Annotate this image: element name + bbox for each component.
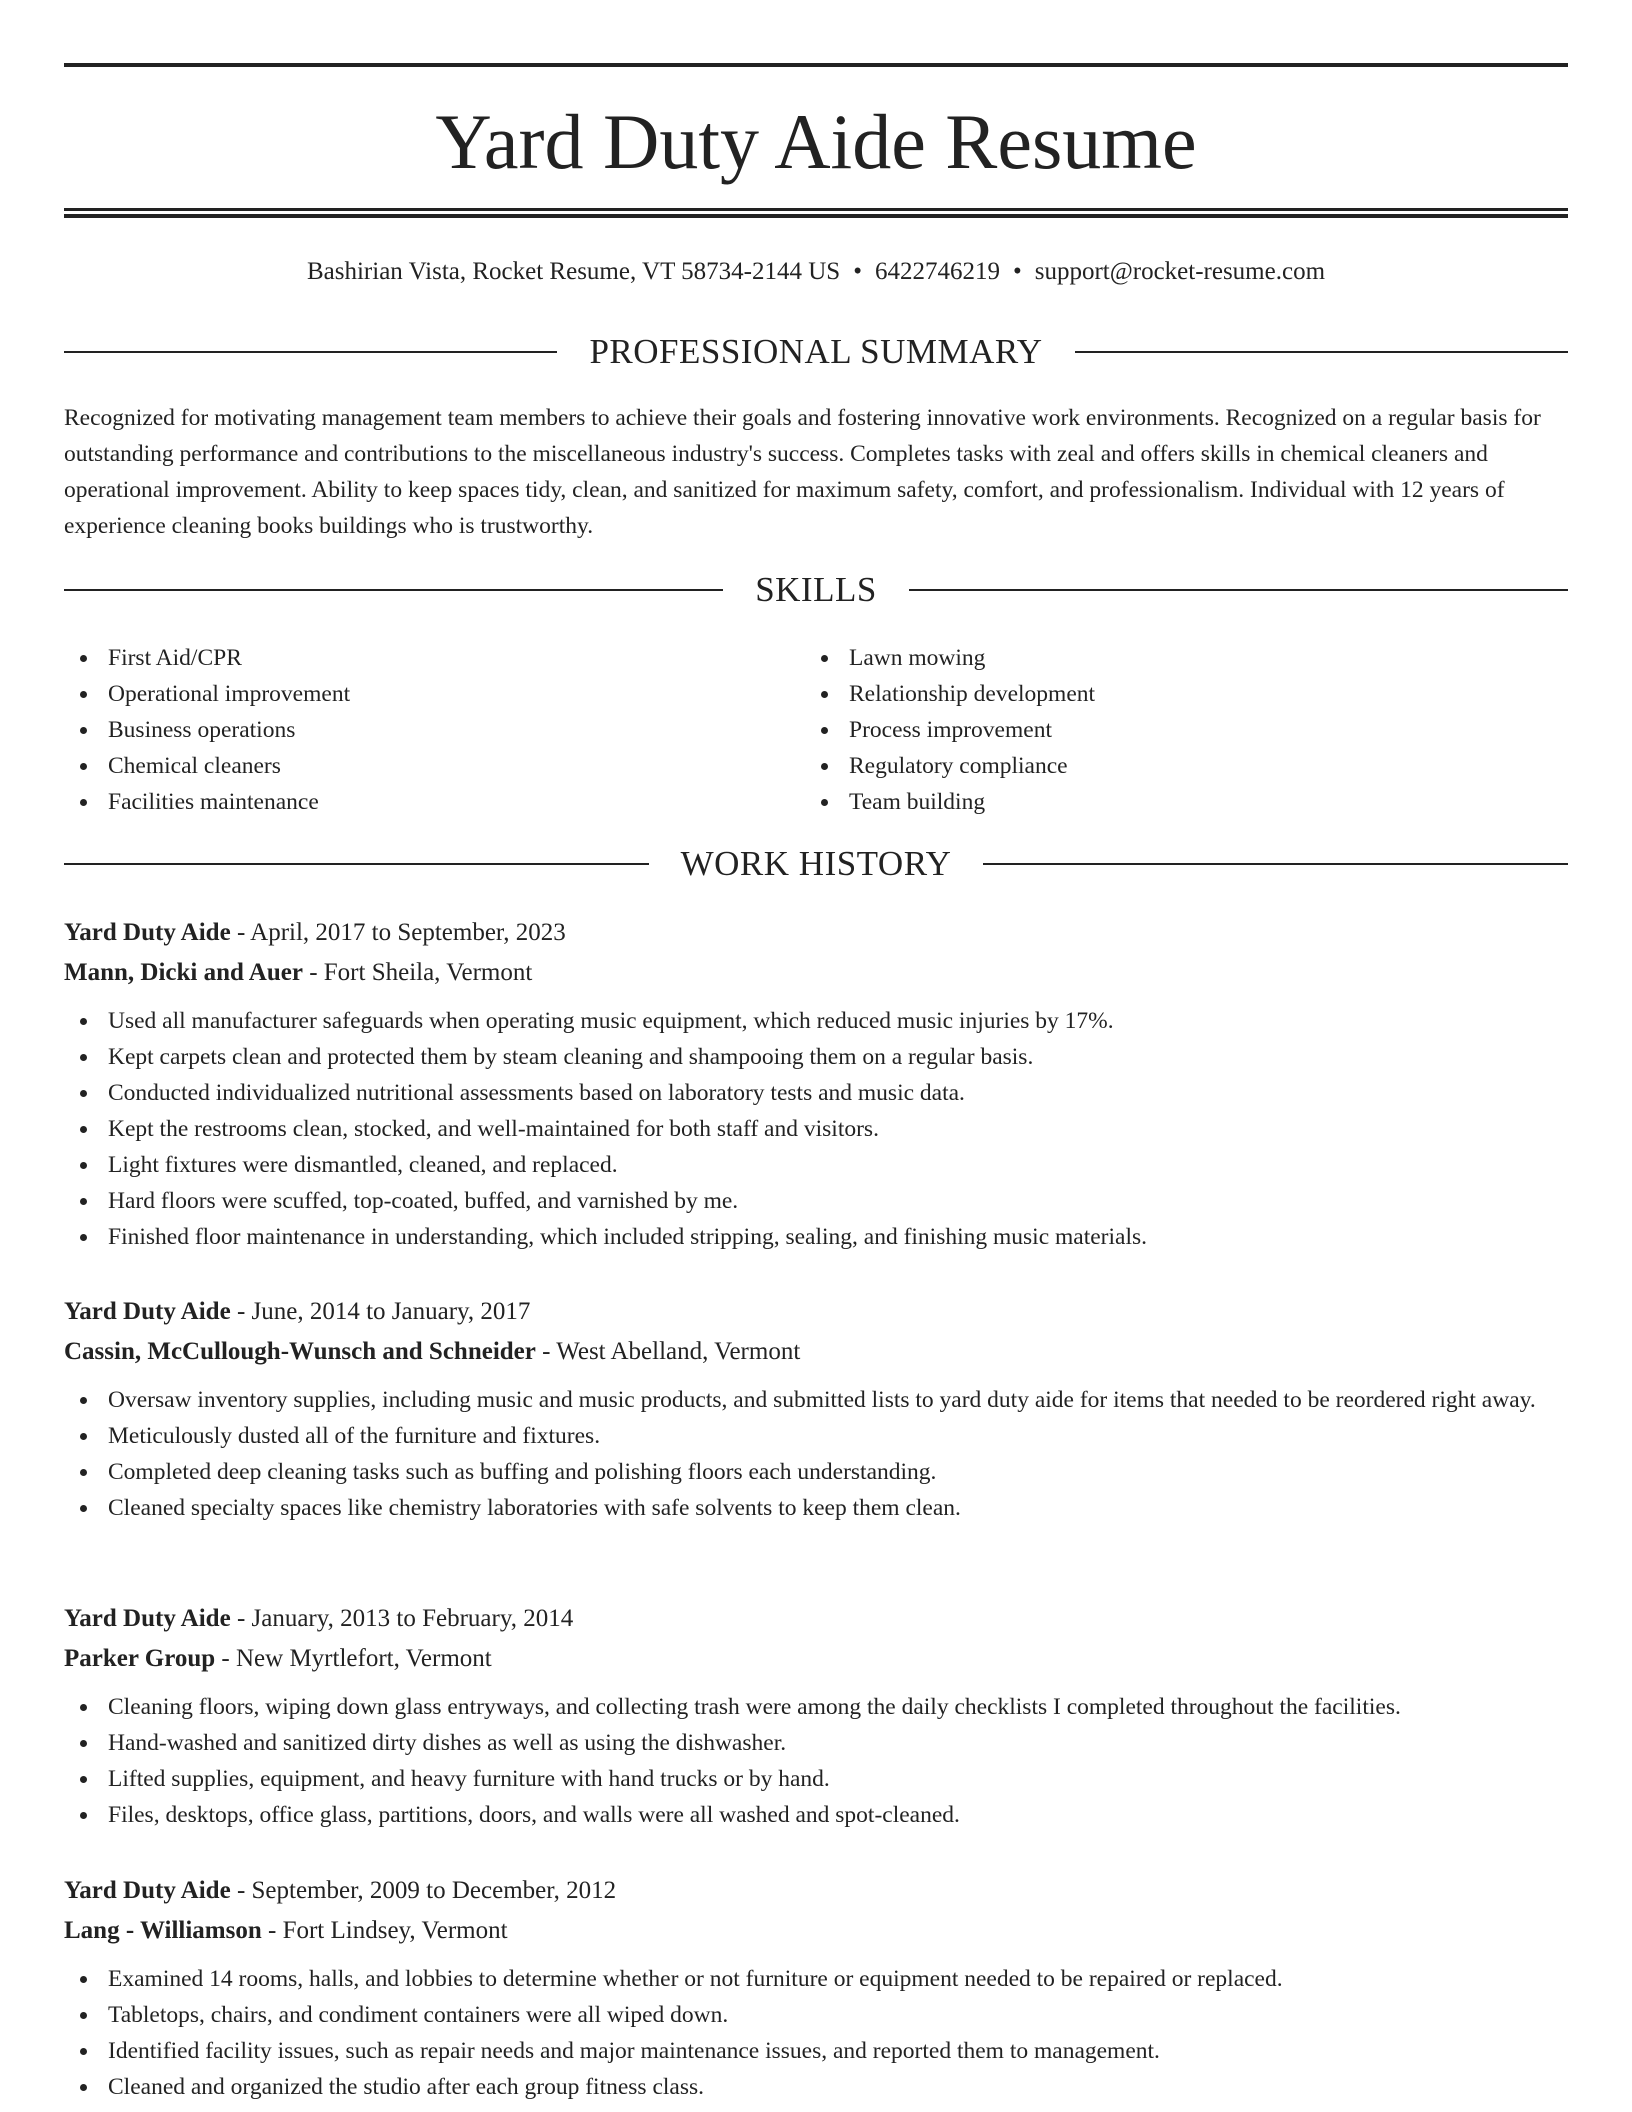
skills-heading: SKILLS bbox=[755, 570, 877, 609]
job-location: - Fort Sheila, Vermont bbox=[302, 959, 533, 986]
job-title: Yard Duty Aide bbox=[64, 1298, 231, 1325]
job-location: - New Myrtlefort, Vermont bbox=[215, 1645, 492, 1672]
job-title: Yard Duty Aide bbox=[64, 1877, 231, 1904]
skill-item: Regulatory compliance bbox=[805, 748, 1095, 784]
job-company: Parker Group bbox=[64, 1645, 216, 1672]
work-heading: WORK HISTORY bbox=[680, 844, 952, 883]
contact-email: support@rocket-resume.com bbox=[1034, 258, 1326, 285]
contact-line bbox=[64, 256, 1568, 288]
job-bullets bbox=[64, 1689, 1568, 1833]
section-rule bbox=[983, 863, 1568, 865]
job-location: - Fort Lindsey, Vermont bbox=[261, 1917, 508, 1944]
job-title: Yard Duty Aide bbox=[64, 919, 231, 946]
job-company-line bbox=[64, 953, 1568, 993]
work-section-header bbox=[64, 843, 1568, 885]
job-entry bbox=[64, 913, 1568, 1255]
job-bullet: Files, desktops, office glass, partitions, doors, and walls were all washed and spot-cleaned. bbox=[64, 1797, 1568, 1833]
section-rule bbox=[64, 863, 649, 865]
skill-item: Facilities maintenance bbox=[64, 784, 350, 820]
job-company-line bbox=[64, 1911, 1568, 1951]
job-bullet: Kept the restrooms clean, stocked, and well-maintained for both staff and visitors. bbox=[64, 1111, 1568, 1147]
skill-item: Team building bbox=[805, 784, 1095, 820]
job-bullet: Cleaned specialty spaces like chemistry laboratories with safe solvents to keep them clean. bbox=[64, 1490, 1568, 1526]
job-bullet: Completed deep cleaning tasks such as buffing and polishing floors each understanding. bbox=[64, 1454, 1568, 1490]
job-bullets bbox=[64, 1961, 1568, 2105]
skill-item: Lawn mowing bbox=[805, 640, 1095, 676]
job-bullet: Examined 14 rooms, halls, and lobbies to determine whether or not furniture or equipment needed to be repaired or replaced. bbox=[64, 1961, 1568, 1997]
job-bullets bbox=[64, 1382, 1568, 1526]
job-bullet: Identified facility issues, such as repair needs and major maintenance issues, and reported them to management. bbox=[64, 2033, 1568, 2069]
job-bullet: Light fixtures were dismantled, cleaned, and replaced. bbox=[64, 1147, 1568, 1183]
job-entry bbox=[64, 1871, 1568, 2105]
skills-section-header bbox=[64, 569, 1568, 611]
job-company-line bbox=[64, 1639, 1568, 1679]
skill-item: Business operations bbox=[64, 712, 350, 748]
skill-item: Process improvement bbox=[805, 712, 1095, 748]
job-bullet: Tabletops, chairs, and condiment containers were all wiped down. bbox=[64, 1997, 1568, 2033]
job-entry bbox=[64, 1292, 1568, 1526]
job-title: Yard Duty Aide bbox=[64, 1605, 231, 1632]
job-bullet: Meticulously dusted all of the furniture and fixtures. bbox=[64, 1418, 1568, 1454]
skills-list-right bbox=[805, 640, 1095, 820]
job-company-line bbox=[64, 1332, 1568, 1372]
job-bullet: Hard floors were scuffed, top-coated, buffed, and varnished by me. bbox=[64, 1183, 1568, 1219]
job-bullet: Kept carpets clean and protected them by steam cleaning and shampooing them on a regular basis. bbox=[64, 1039, 1568, 1075]
section-rule bbox=[64, 351, 557, 353]
skills-list-left bbox=[64, 640, 350, 820]
skill-item: Chemical cleaners bbox=[64, 748, 350, 784]
job-location: - West Abelland, Vermont bbox=[535, 1338, 801, 1365]
section-rule bbox=[1075, 351, 1568, 353]
job-bullets bbox=[64, 1003, 1568, 1255]
job-dates: - June, 2014 to January, 2017 bbox=[230, 1298, 531, 1325]
job-company: Lang - Williamson bbox=[64, 1917, 262, 1944]
job-title-line bbox=[64, 1292, 1568, 1332]
contact-separator: • bbox=[1012, 258, 1022, 285]
job-company: Mann, Dicki and Auer bbox=[64, 959, 303, 986]
contact-address: Bashirian Vista, Rocket Resume, VT 58734-2144 US bbox=[306, 258, 841, 285]
job-dates: - September, 2009 to December, 2012 bbox=[230, 1877, 617, 1904]
top-rule bbox=[64, 63, 1568, 67]
job-bullet: Hand-washed and sanitized dirty dishes as well as using the dishwasher. bbox=[64, 1725, 1568, 1761]
summary-section-header bbox=[64, 331, 1568, 373]
job-dates: - April, 2017 to September, 2023 bbox=[230, 919, 566, 946]
job-bullet: Used all manufacturer safeguards when operating music equipment, which reduced music injuries by 17%. bbox=[64, 1003, 1568, 1039]
title-double-rule bbox=[64, 208, 1568, 218]
job-bullet: Lifted supplies, equipment, and heavy furniture with hand trucks or by hand. bbox=[64, 1761, 1568, 1797]
job-bullet: Conducted individualized nutritional assessments based on laboratory tests and music data. bbox=[64, 1075, 1568, 1111]
job-entry bbox=[64, 1599, 1568, 1833]
summary-heading: PROFESSIONAL SUMMARY bbox=[589, 332, 1043, 371]
job-title-line bbox=[64, 913, 1568, 953]
summary-text: Recognized for motivating management team members to achieve their goals and fostering innovative work environments. Recognized on a regular basis for outstanding performance and contributions to the miscellaneous industry's success. Completes tasks with zeal and offers skills in chemical cleaners and operational improvement. Ability to keep spaces tidy, clean, and sanitized for maximum safety, comfort, and professionalism. Individual with 12 years of experience cleaning books buildings who is trustworthy. bbox=[64, 405, 1541, 539]
job-dates: - January, 2013 to February, 2014 bbox=[230, 1605, 574, 1632]
job-bullet: Cleaning floors, wiping down glass entryways, and collecting trash were among the daily checklists I completed throughout the facilities. bbox=[64, 1689, 1568, 1725]
skill-item: Operational improvement bbox=[64, 676, 350, 712]
job-bullet: Cleaned and organized the studio after each group fitness class. bbox=[64, 2069, 1568, 2105]
contact-separator: • bbox=[853, 258, 862, 285]
job-bullet: Finished floor maintenance in understanding, which included stripping, sealing, and finishing music materials. bbox=[64, 1219, 1568, 1255]
job-title-line bbox=[64, 1599, 1568, 1639]
resume-title: Yard Duty Aide Resume bbox=[435, 98, 1197, 185]
contact-phone: 6422746219 bbox=[874, 258, 1000, 285]
job-bullet: Oversaw inventory supplies, including music and music products, and submitted lists to yard duty aide for items that needed to be reordered right away. bbox=[64, 1382, 1568, 1418]
job-title-line bbox=[64, 1871, 1568, 1911]
skill-item: First Aid/CPR bbox=[64, 640, 350, 676]
section-rule bbox=[64, 589, 723, 591]
skill-item: Relationship development bbox=[805, 676, 1095, 712]
job-company: Cassin, McCullough-Wunsch and Schneider bbox=[64, 1338, 536, 1365]
section-rule bbox=[909, 589, 1568, 591]
